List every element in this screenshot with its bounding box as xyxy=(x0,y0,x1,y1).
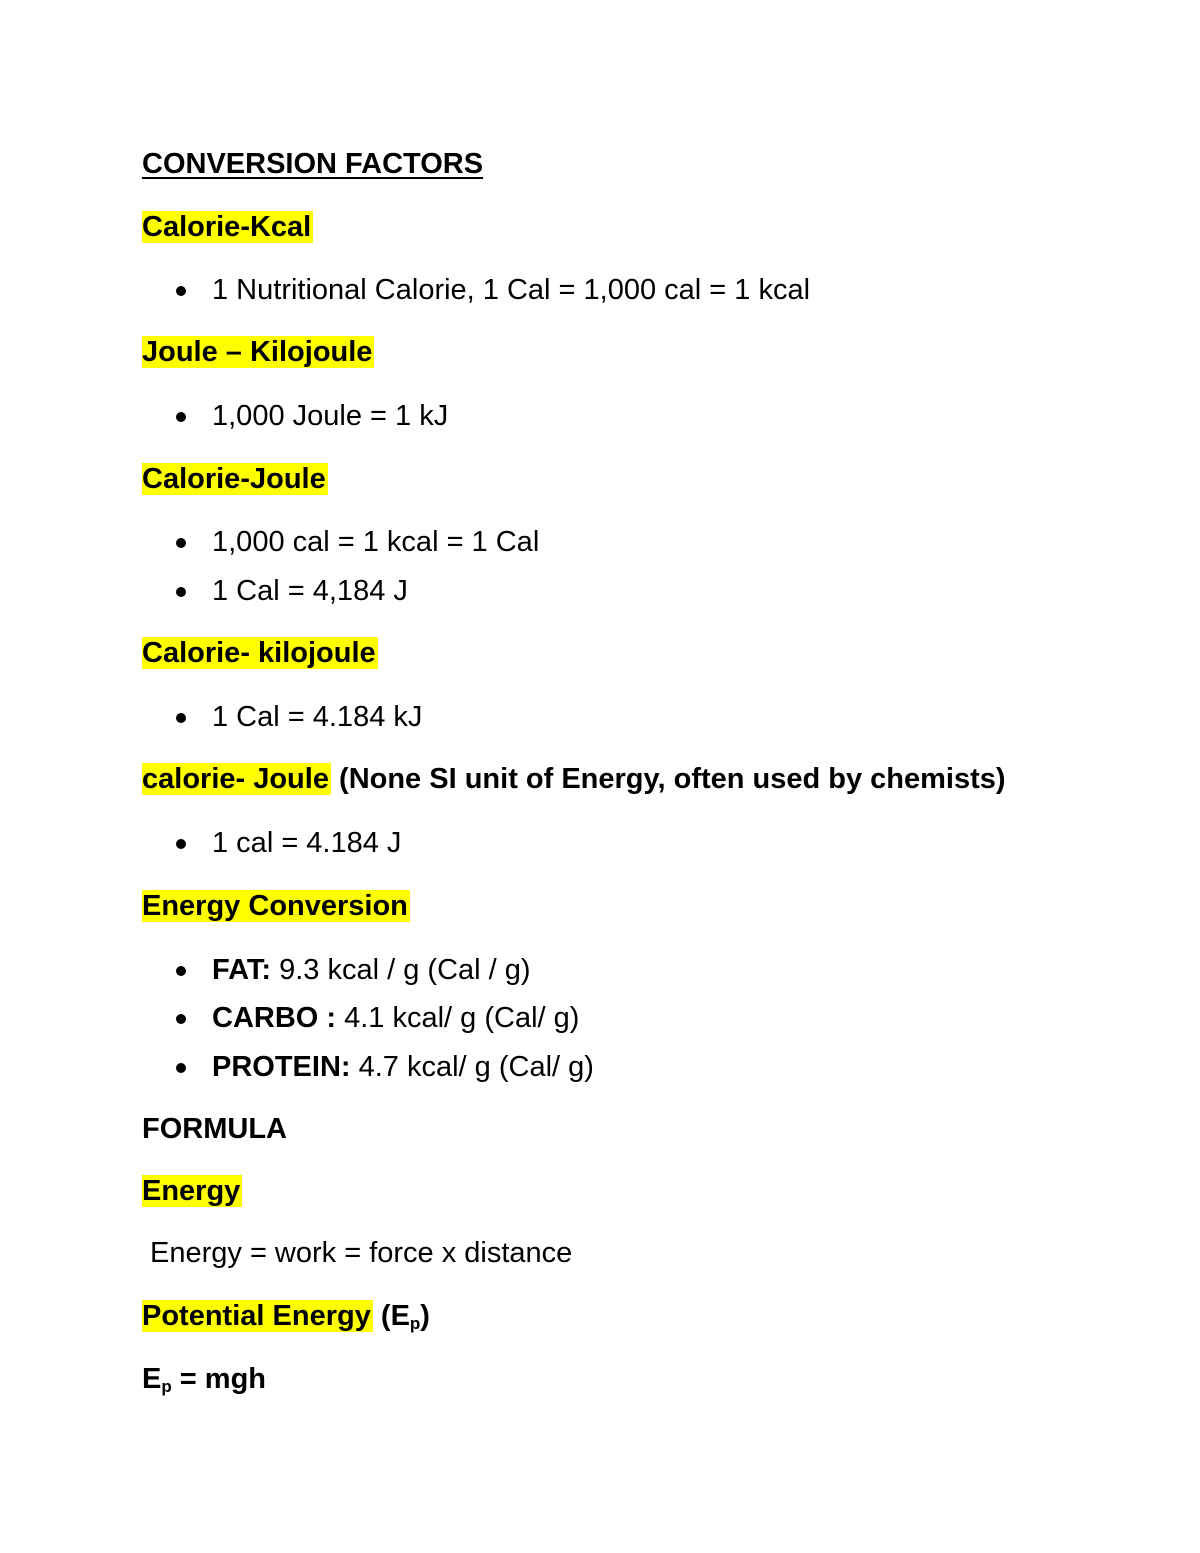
list-item-text xyxy=(212,950,531,990)
bullet-icon xyxy=(176,713,186,723)
heading-note: (None SI unit of Energy, often used by chemists) xyxy=(339,763,1006,795)
macro-value: 4.7 kcal/ g (Cal/ g) xyxy=(350,1051,594,1083)
bullet-icon xyxy=(176,839,186,849)
equation-subscript: p xyxy=(161,1377,172,1396)
page-title: CONVERSION FACTORS xyxy=(142,148,484,180)
bullet-icon xyxy=(176,412,186,422)
energy-equation: Energy = work = force x distance xyxy=(150,1237,573,1269)
section-heading-energy xyxy=(142,1171,242,1211)
section-heading-calorie-joule xyxy=(142,459,328,499)
bullet-icon xyxy=(176,1014,186,1024)
list-item-text xyxy=(212,998,579,1038)
list-item-text: 1 cal = 4.184 J xyxy=(212,827,402,859)
symbol-e: E xyxy=(390,1300,410,1332)
section-heading-joule-kilojoule xyxy=(142,332,374,372)
heading-text: Calorie- kilojoule xyxy=(142,637,376,669)
heading-text: calorie- Joule xyxy=(142,763,329,795)
bullet-icon xyxy=(176,538,186,548)
section-heading-calorie-kcal xyxy=(142,207,313,247)
list-item-text: 1,000 Joule = 1 kJ xyxy=(212,400,449,432)
equation-lhs: E xyxy=(142,1363,162,1395)
bullet-icon xyxy=(176,286,186,296)
heading-text: Energy xyxy=(142,1175,241,1207)
heading-text: Calorie-Joule xyxy=(142,463,326,495)
list-item-text xyxy=(212,1047,594,1087)
formula-title: FORMULA xyxy=(142,1113,287,1145)
macro-label: PROTEIN: xyxy=(212,1051,351,1083)
potential-energy-equation xyxy=(142,1359,266,1399)
bullet-icon xyxy=(176,966,186,976)
bullet-icon xyxy=(176,587,186,597)
list-item-text: 1 Cal = 4,184 J xyxy=(212,575,408,607)
bullet-icon xyxy=(176,1063,186,1073)
macro-label: CARBO : xyxy=(212,1002,337,1034)
section-heading-potential-energy xyxy=(142,1296,430,1336)
list-item-text: 1,000 cal = 1 kcal = 1 Cal xyxy=(212,526,540,558)
symbol-subscript: p xyxy=(409,1314,421,1333)
section-heading-calorie-kilojoule xyxy=(142,633,378,673)
macro-value: 4.1 kcal/ g (Cal/ g) xyxy=(336,1002,580,1034)
list-item-text: 1 Cal = 4.184 kJ xyxy=(212,701,423,733)
section-heading-calorie-joule-nonsi xyxy=(142,759,1006,799)
heading-text: Calorie-Kcal xyxy=(142,211,312,243)
list-item-text: 1 Nutritional Calorie, 1 Cal = 1,000 cal = 1 kcal xyxy=(212,274,811,306)
heading-text: Joule – Kilojoule xyxy=(142,336,373,368)
macro-value: 9.3 kcal / g (Cal / g) xyxy=(271,954,531,986)
section-heading-energy-conversion xyxy=(142,886,410,926)
heading-text: Energy Conversion xyxy=(142,890,408,922)
potential-symbol: $(E_p)$ xyxy=(380,1300,430,1333)
equation-rhs: = mgh xyxy=(171,1363,266,1395)
heading-text: Potential Energy xyxy=(142,1300,371,1332)
macro-label: FAT: xyxy=(212,954,272,986)
